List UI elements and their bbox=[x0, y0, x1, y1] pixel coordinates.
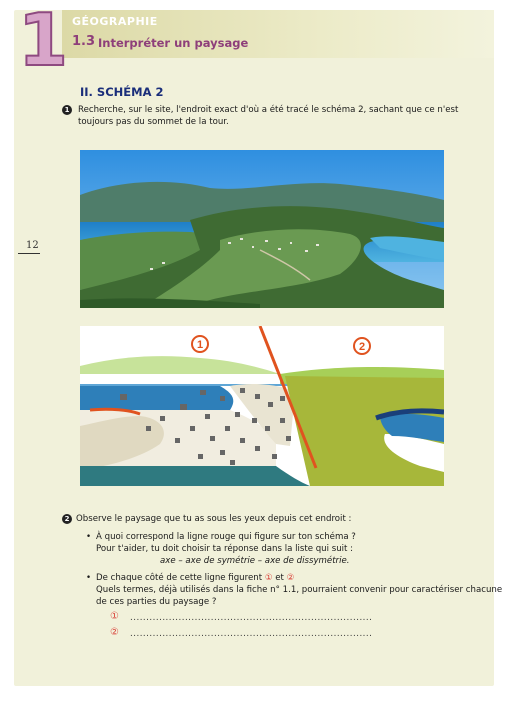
lesson-number: 1.3 bbox=[72, 34, 96, 49]
question-2-bullet: 2 bbox=[62, 514, 72, 524]
section-heading: II. SCHÉMA 2 bbox=[80, 85, 164, 99]
diagram-label-1: 1 bbox=[196, 339, 204, 351]
page-number-rule bbox=[18, 253, 40, 254]
item-1-line-2: Pour t'aider, tu doit choisir ta réponse dans la liste qui suit : bbox=[96, 544, 354, 554]
item-1-choices: axe – axe de symétrie – axe de dissymétrie. bbox=[160, 556, 350, 566]
question-1 bbox=[62, 104, 462, 128]
item-2-line-2: Quels termes, déjà utilisés dans la fiche n° 1.1, pourraient convenir pour caractériser chacune bbox=[96, 585, 503, 595]
item-2-marker-1: ① bbox=[264, 573, 273, 583]
answer-2-field[interactable]: ........................................................................... bbox=[130, 629, 373, 639]
schema-2-diagram bbox=[80, 326, 444, 486]
question-1-bullet: 1 bbox=[62, 105, 72, 115]
question-1-line-1: Recherche, sur le site, l'endroit exact d'où a été tracé le schéma 2, sachant que ce n'est bbox=[78, 105, 459, 115]
item-2-line-3: de ces parties du paysage ? bbox=[96, 597, 217, 607]
lesson-title: Interpréter un paysage bbox=[98, 36, 249, 50]
landscape-photo bbox=[80, 150, 444, 308]
schema-2-illustration bbox=[80, 326, 444, 486]
chapter-number: 1 bbox=[18, 0, 69, 82]
item-2-marker-2: ② bbox=[286, 573, 295, 583]
item-2-line-1: De chaque côté de cette ligne figurent bbox=[96, 573, 263, 583]
question-2-item-1: • À quoi correspond la ligne rouge qui figure sur ton schéma ? bbox=[86, 532, 356, 542]
diagram-label-2: 2 bbox=[358, 341, 366, 353]
landscape-photo-illustration bbox=[80, 150, 444, 308]
answer-1-marker: ① bbox=[110, 611, 119, 622]
item-2-and: et bbox=[275, 573, 284, 583]
answer-1-field[interactable]: ........................................................................... bbox=[130, 613, 373, 623]
question-2-item-2: • De chaque côté de cette ligne figurent ① et ② bbox=[86, 573, 295, 583]
question-1-line-2: toujours pas du sommet de la tour. bbox=[78, 117, 229, 127]
subject-title: GÉOGRAPHIE bbox=[72, 15, 158, 28]
answer-2-marker: ② bbox=[110, 627, 119, 638]
item-1-line-1: À quoi correspond la ligne rouge qui figure sur ton schéma ? bbox=[96, 532, 356, 542]
question-2 bbox=[62, 513, 482, 525]
question-2-intro: Observe le paysage que tu as sous les yeux depuis cet endroit : bbox=[76, 514, 352, 524]
page-number: 12 bbox=[26, 240, 39, 251]
